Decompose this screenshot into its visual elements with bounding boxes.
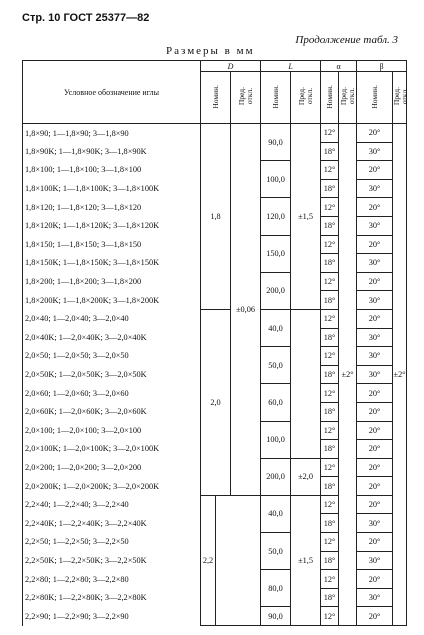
- D-header: D: [201, 61, 261, 72]
- L-tol-header: Пред. откл.: [296, 87, 314, 106]
- beta-cell: 20°: [357, 533, 393, 552]
- alpha-cell: 18°: [321, 254, 339, 273]
- designation-cell: 2,0×60K; 1—2,0×60K; 3—2,0×60K: [23, 402, 201, 421]
- D-tol-cell-empty: [216, 495, 261, 625]
- beta-cell: 30°: [357, 142, 393, 161]
- beta-cell: 20°: [357, 124, 393, 143]
- D-nom-cell: 2,0: [201, 309, 231, 495]
- designation-cell: 2,0×40K; 1—2,0×40K; 3—2,0×40K: [23, 328, 201, 347]
- L-tol-cell-empty: [291, 309, 321, 458]
- table-continuation-label: Продолжение табл. 3: [295, 34, 398, 46]
- L-nom-cell: 40,0: [261, 309, 291, 346]
- beta-cell: 30°: [357, 291, 393, 310]
- D-tol-cell: ±0,06: [231, 124, 261, 496]
- designation-cell: 2,2×40; 1—2,2×40; 3—2,2×40: [23, 495, 201, 514]
- designation-cell: 2,0×100K; 1—2,0×100K; 3—2,0×100K: [23, 440, 201, 459]
- L-nom-cell: 100,0: [261, 161, 291, 198]
- L-nom-cell: 50,0: [261, 347, 291, 384]
- D-nom-cell: 2,2: [201, 495, 216, 625]
- alpha-cell: 12°: [321, 384, 339, 403]
- L-nom-cell: 200,0: [261, 272, 291, 309]
- L-nom-cell: 60,0: [261, 384, 291, 421]
- beta-cell: 30°: [357, 365, 393, 384]
- beta-cell: 20°: [357, 161, 393, 180]
- alpha-cell: 12°: [321, 533, 339, 552]
- designation-cell: 2,0×60; 1—2,0×60; 3—2,0×60: [23, 384, 201, 403]
- L-nom-cell: 120,0: [261, 198, 291, 235]
- designation-cell: 1,8×100; 1—1,8×100; 3—1,8×100: [23, 161, 201, 180]
- designation-cell: 1,8×120K; 1—1,8×120K; 3—1,8×120K: [23, 216, 201, 235]
- beta-cell: 30°: [357, 328, 393, 347]
- D-tol-header: Пред. откл.: [236, 87, 254, 106]
- alpha-cell: 18°: [321, 551, 339, 570]
- beta-cell: 20°: [357, 402, 393, 421]
- beta-cell: 20°: [357, 607, 393, 626]
- beta-header: β: [357, 61, 407, 72]
- beta-cell: 20°: [357, 570, 393, 589]
- alpha-tol-cell: ±2°: [339, 124, 357, 626]
- alpha-cell: 12°: [321, 309, 339, 328]
- L-tol-cell: ±1,5: [291, 495, 321, 625]
- sizes-caption: Размеры в мм: [166, 45, 255, 57]
- designation-cell: 1,8×200K; 1—1,8×200K; 3—1,8×200K: [23, 291, 201, 310]
- designation-cell: 1,8×90K; 1—1,8×90K; 3—1,8×90K: [23, 142, 201, 161]
- beta-nom-header: Номин.: [369, 84, 379, 109]
- designation-cell: 2,0×100; 1—2,0×100; 3—2,0×100: [23, 421, 201, 440]
- alpha-cell: 12°: [321, 458, 339, 477]
- designation-cell: 2,2×40K; 1—2,2×40K; 3—2,2×40K: [23, 514, 201, 533]
- designation-cell: 1,8×120; 1—1,8×120; 3—1,8×120: [23, 198, 201, 217]
- designation-cell: 2,2×80; 1—2,2×80; 3—2,2×80: [23, 570, 201, 589]
- designation-cell: 1,8×150K; 1—1,8×150K; 3—1,8×150K: [23, 254, 201, 273]
- alpha-header: α: [321, 61, 357, 72]
- alpha-cell: 18°: [321, 514, 339, 533]
- alpha-cell: 18°: [321, 477, 339, 496]
- alpha-cell: 18°: [321, 588, 339, 607]
- L-nom-header: Номин.: [270, 84, 280, 109]
- designation-header: Условное обозначение иглы: [23, 61, 201, 124]
- beta-tol-cell: ±2°: [393, 124, 407, 626]
- alpha-cell: 12°: [321, 607, 339, 626]
- beta-cell: 30°: [357, 179, 393, 198]
- designation-cell: 2,2×90; 1—2,2×90; 3—2,2×90: [23, 607, 201, 626]
- designation-cell: 1,8×90; 1—1,8×90; 3—1,8×90: [23, 124, 201, 143]
- needle-dimensions-table: [22, 60, 410, 626]
- alpha-cell: 18°: [321, 142, 339, 161]
- beta-cell: 30°: [357, 347, 393, 366]
- designation-cell: 1,8×200; 1—1,8×200; 3—1,8×200: [23, 272, 201, 291]
- alpha-cell: 12°: [321, 495, 339, 514]
- alpha-cell: 12°: [321, 198, 339, 217]
- L-nom-cell: 100,0: [261, 421, 291, 458]
- beta-cell: 20°: [357, 458, 393, 477]
- L-nom-cell: 90,0: [261, 607, 291, 626]
- alpha-cell: 18°: [321, 328, 339, 347]
- alpha-cell: 12°: [321, 570, 339, 589]
- alpha-tol-header: Пред. откл.: [338, 87, 356, 106]
- designation-cell: 2,2×80K; 1—2,2×80K; 3—2,2×80K: [23, 588, 201, 607]
- page-header: Стр. 10 ГОСТ 25377—82: [22, 12, 150, 24]
- beta-cell: 20°: [357, 495, 393, 514]
- beta-cell: 20°: [357, 384, 393, 403]
- designation-cell: 2,0×200; 1—2,0×200; 3—2,0×200: [23, 458, 201, 477]
- D-nom-header: Номин.: [210, 84, 220, 109]
- D-nom-cell: 1,8: [201, 124, 231, 310]
- designation-cell: 2,0×50K; 1—2,0×50K; 3—2,0×50K: [23, 365, 201, 384]
- alpha-cell: 18°: [321, 291, 339, 310]
- beta-cell: 20°: [357, 235, 393, 254]
- beta-cell: 20°: [357, 272, 393, 291]
- beta-cell: 20°: [357, 309, 393, 328]
- alpha-cell: 12°: [321, 421, 339, 440]
- beta-cell: 20°: [357, 440, 393, 459]
- alpha-cell: 18°: [321, 440, 339, 459]
- alpha-cell: 12°: [321, 124, 339, 143]
- L-tol-cell: ±1,5: [291, 124, 321, 310]
- designation-cell: 1,8×150; 1—1,8×150; 3—1,8×150: [23, 235, 201, 254]
- designation-cell: 2,0×200K; 1—2,0×200K; 3—2,0×200K: [23, 477, 201, 496]
- L-nom-cell: 150,0: [261, 235, 291, 272]
- designation-cell: 2,0×40; 1—2,0×40; 3—2,0×40: [23, 309, 201, 328]
- designation-cell: 2,0×50; 1—2,0×50; 3—2,0×50: [23, 347, 201, 366]
- L-nom-cell: 90,0: [261, 124, 291, 161]
- L-nom-cell: 200,0: [261, 458, 291, 495]
- designation-cell: 2,2×50; 1—2,2×50; 3—2,2×50: [23, 533, 201, 552]
- alpha-cell: 12°: [321, 161, 339, 180]
- L-nom-cell: 80,0: [261, 570, 291, 607]
- beta-cell: 30°: [357, 514, 393, 533]
- beta-cell: 30°: [357, 551, 393, 570]
- alpha-cell: 18°: [321, 365, 339, 384]
- beta-cell: 20°: [357, 198, 393, 217]
- beta-cell: 30°: [357, 254, 393, 273]
- alpha-cell: 12°: [321, 347, 339, 366]
- designation-cell: 2,2×50K; 1—2,2×50K; 3—2,2×50K: [23, 551, 201, 570]
- alpha-cell: 18°: [321, 402, 339, 421]
- beta-cell: 30°: [357, 216, 393, 235]
- beta-tol-header: Пред. откл.: [392, 87, 410, 106]
- beta-cell: 30°: [357, 588, 393, 607]
- L-header: L: [261, 61, 321, 72]
- designation-cell: 1,8×100K; 1—1,8×100K; 3—1,8×100K: [23, 179, 201, 198]
- alpha-nom-header: Номин.: [324, 84, 334, 109]
- beta-cell: 20°: [357, 421, 393, 440]
- alpha-cell: 12°: [321, 235, 339, 254]
- L-tol-cell: ±2,0: [291, 458, 321, 495]
- L-nom-cell: 40,0: [261, 495, 291, 532]
- alpha-cell: 18°: [321, 216, 339, 235]
- beta-cell: 20°: [357, 477, 393, 496]
- alpha-cell: 18°: [321, 179, 339, 198]
- L-nom-cell: 50,0: [261, 533, 291, 570]
- alpha-cell: 12°: [321, 272, 339, 291]
